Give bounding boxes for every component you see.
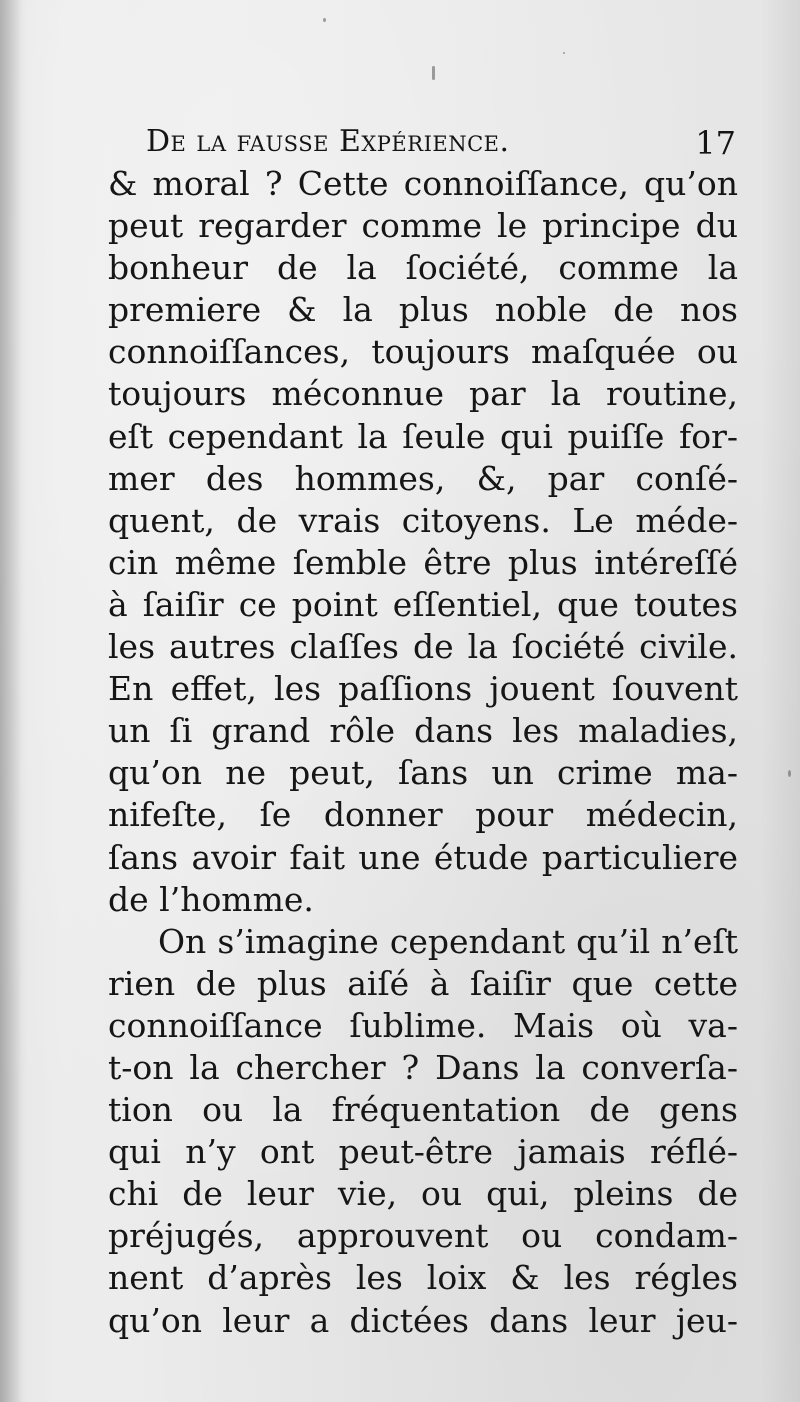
text-line: connoiſſances, toujours maſquée ou xyxy=(108,332,738,372)
paragraph-last-line: de l’homme. xyxy=(108,879,314,919)
text-line: qu’on leur a dictées dans leur jeu- xyxy=(108,1300,738,1340)
text-line: premiere & la plus noble de nos xyxy=(108,290,738,330)
ink-speck xyxy=(788,770,791,777)
paragraph-first-line: On s’imagine cependant qu’il n’eſt xyxy=(158,921,738,961)
text-line: ſans avoir fait une étude particuliere xyxy=(108,837,738,877)
text-line: chi de leur vie, ou qui, pleins de xyxy=(108,1174,738,1214)
text-line: à ſaiſir ce point eſſentiel, que toutes xyxy=(108,584,738,624)
spine-shadow xyxy=(0,0,22,1402)
text-line: un ſi grand rôle dans les maladies, xyxy=(108,711,738,751)
ink-speck xyxy=(432,66,435,80)
running-title: De la fausse Expérience. xyxy=(146,124,510,159)
text-line: les autres claſſes de la ſociété civile. xyxy=(108,627,738,667)
text-line: nifeſte, ſe donner pour médecin, xyxy=(108,795,738,835)
text-line: & moral ? Cette connoiſſance, qu’on xyxy=(108,164,738,203)
text-line: qui n’y ont peut-être jamais réflé- xyxy=(108,1132,738,1172)
page-number: 17 xyxy=(695,124,736,162)
body-text xyxy=(108,163,738,1342)
text-line: tion ou la fréquentation de gens xyxy=(108,1090,738,1130)
text-line: nent d’après les loix & les régles xyxy=(108,1258,738,1298)
text-line: bonheur de la ſociété, comme la xyxy=(108,248,738,288)
text-line: quent, de vrais citoyens. Le méde- xyxy=(108,500,738,540)
text-line: eſt cependant la ſeule qui puiſſe for- xyxy=(108,416,738,456)
text-line: préjugés, approuvent ou condam- xyxy=(108,1216,738,1256)
text-line: mer des hommes, &, par conſé- xyxy=(108,458,738,498)
text-line: cin même ſemble être plus intéreſſé xyxy=(108,542,738,582)
text-line: qu’on ne peut, ſans un crime ma- xyxy=(108,753,738,793)
text-line: t-on la chercher ? Dans la converſa- xyxy=(108,1047,738,1087)
ink-speck xyxy=(323,18,326,22)
text-line: connoiſſance ſublime. Mais où va- xyxy=(108,1005,738,1045)
text-line: En effet, les paſſions jouent ſouvent xyxy=(108,669,738,709)
text-line: toujours méconnue par la routine, xyxy=(108,374,738,414)
text-line: rien de plus aiſé à ſaiſir que cette xyxy=(108,963,738,1003)
ink-speck xyxy=(563,52,565,54)
text-line: peut regarder comme le principe du xyxy=(108,206,738,246)
